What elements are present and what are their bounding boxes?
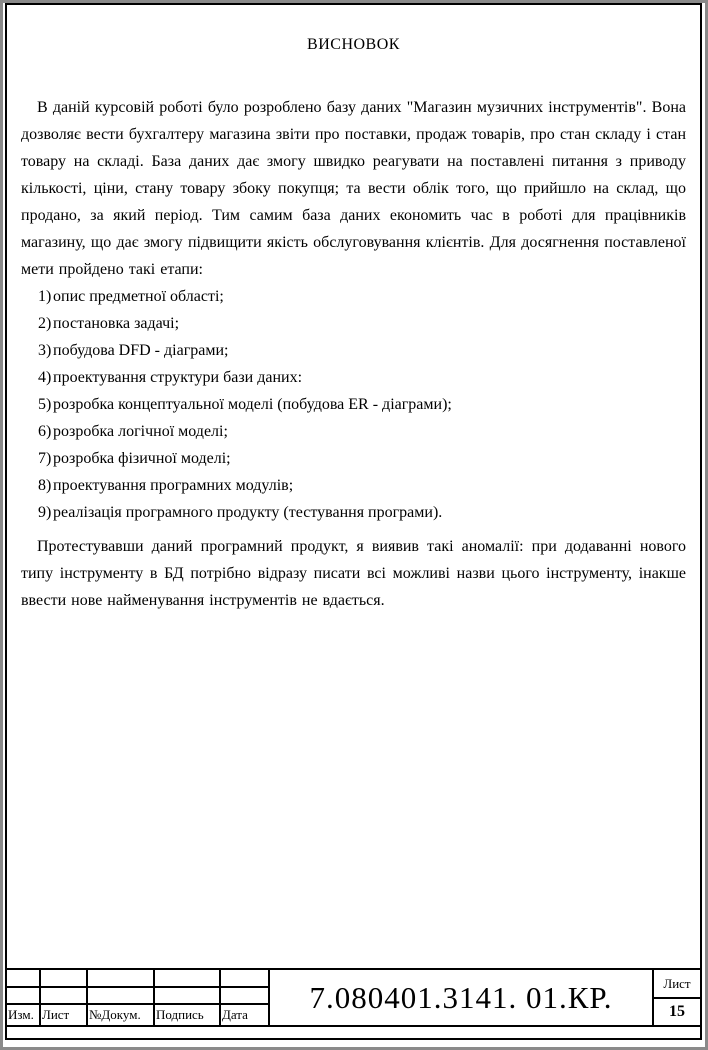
title-block — [7, 968, 700, 1027]
label-podpis: Подпись — [155, 1005, 219, 1025]
list-item-number: 9) — [38, 504, 52, 521]
list-item — [21, 283, 686, 310]
revision-cell-empty — [41, 988, 86, 1003]
list-item-number: 4) — [38, 369, 52, 386]
revision-cell-empty — [7, 970, 39, 986]
list-item — [21, 499, 686, 526]
list-item-number: 6) — [38, 423, 52, 440]
list-item — [21, 391, 686, 418]
document-frame — [5, 3, 702, 1040]
label-izm: Изм. — [7, 1005, 39, 1025]
paragraph-conclusion: Протестувавши даний програмний продукт, я виявив такі аномалії: при додаванні нового типу інструменту в БД потрібно відразу писати всі можливі назви цього інструменту, інакше ввести нове найменування інструментів не вдається. — [21, 538, 686, 609]
list-item — [21, 445, 686, 472]
revision-cell-empty — [88, 970, 153, 986]
list-item-number: 5) — [38, 396, 52, 413]
sheet-label: Лист — [654, 970, 700, 999]
list-item-number: 3) — [38, 342, 52, 359]
list-item — [21, 472, 686, 499]
title-block-revision-grid — [7, 970, 268, 1025]
revision-cell-empty — [88, 988, 153, 1003]
sheet-cell — [652, 970, 700, 1025]
revision-cell-empty — [155, 970, 219, 986]
label-data: Дата — [221, 1005, 268, 1025]
list-item-text: побудова DFD - діаграми; — [53, 342, 229, 359]
list-item-text: реалізація програмного продукту (тестування програми). — [53, 504, 443, 521]
revision-cell-empty — [155, 988, 219, 1003]
revision-cell-empty — [41, 970, 86, 986]
revision-cell-empty — [7, 988, 39, 1003]
doc-number: 7.080401.3141. 01.КР. — [309, 979, 613, 1015]
list-item-text: розробка концептуальної моделі (побудова ER - діаграми); — [53, 396, 452, 413]
paragraph-intro: В даній курсовій роботі було розроблено базу даних "Магазин музичних інструментів". Вона дозволяє вести бухгалтеру магазина звіти про поставки, продаж товарів, про стан складу і стан товару на складі. База даних дає змогу швидко реагувати на поставлені питання з приводу кількості, ціни, стану товару збоку покупця; та вести облік того, що прийшло на склад, що продано, за який період. Тим самим база даних економить час в роботі для працівників магазину, що дає змогу підвищити якість обслуговування клієнтів. Для досягнення поставленої мети пройдено такі етапи: — [21, 99, 686, 278]
sheet-number: 15 — [669, 1003, 685, 1020]
list-item-text: постановка задачі; — [53, 315, 180, 332]
list-item-number: 2) — [38, 315, 52, 332]
label-ndokum: №Докум. — [88, 1005, 153, 1025]
revision-cell-empty — [221, 970, 268, 986]
list-item-text: розробка логічної моделі; — [53, 423, 228, 440]
list-item — [21, 310, 686, 337]
document-body — [7, 5, 700, 614]
list-item-text: розробка фізичної моделі; — [53, 450, 231, 467]
list-item-number: 7) — [38, 450, 52, 467]
revision-cell-empty — [221, 988, 268, 1003]
list-item — [21, 418, 686, 445]
numbered-list — [21, 283, 686, 526]
page-title: ВИСНОВОК — [307, 36, 400, 53]
doc-number-cell — [268, 970, 652, 1025]
list-item — [21, 337, 686, 364]
list-item — [21, 364, 686, 391]
list-item-number: 1) — [38, 288, 52, 305]
list-item-text: проектування структури бази даних: — [53, 369, 303, 386]
list-item-text: опис предметної області; — [53, 288, 224, 305]
list-item-number: 8) — [38, 477, 52, 494]
label-list: Лист — [41, 1005, 86, 1025]
list-item-text: проектування програмних модулів; — [53, 477, 294, 494]
